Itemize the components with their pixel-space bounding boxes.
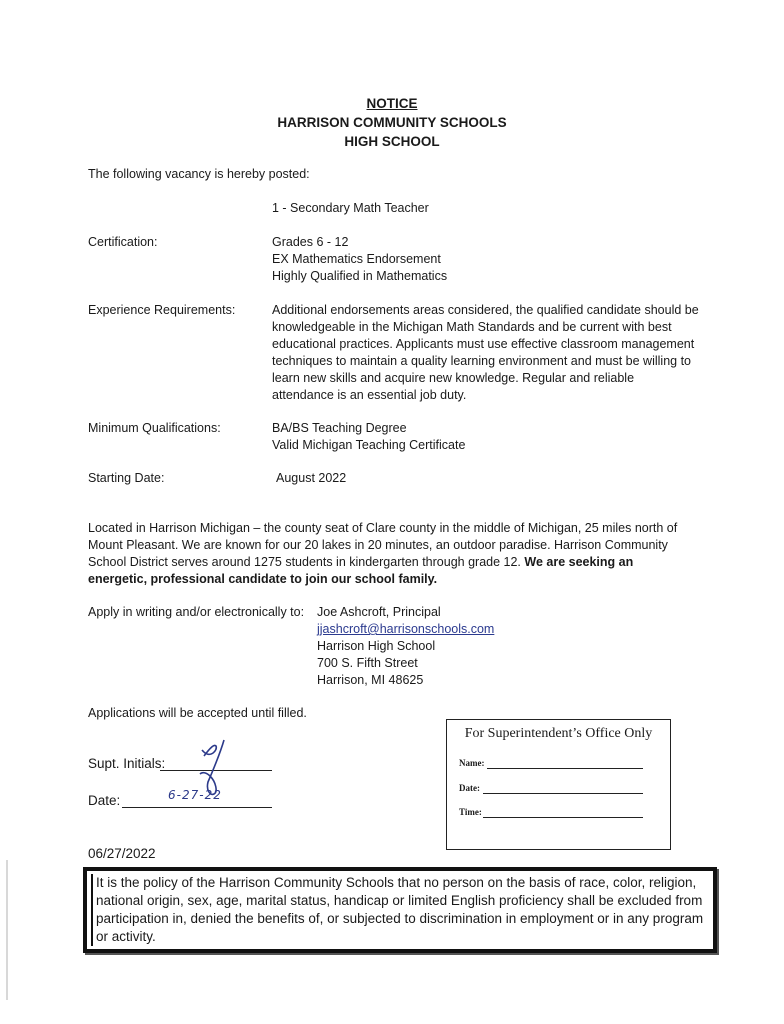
school-name: HIGH SCHOOL [344,134,440,149]
date-label: Date: [88,793,121,808]
certification-list [272,234,692,285]
address-school: Harrison High School [317,639,436,653]
experience-label: Experience Requirements: [88,303,236,317]
notice-title: NOTICE [366,96,418,111]
policy-statement-box [83,867,717,953]
certification-label: Certification: [88,235,158,249]
office-date-label: Date: [459,783,480,793]
apply-label: Apply in writing and/or electronically to: [88,605,305,619]
notice-header [0,94,784,151]
experience-line: knowledgeable in the Michigan Math Standards and be current with best [272,320,672,334]
address-street: 700 S. Fifth Street [317,656,418,670]
certification-item: Highly Qualified in Mathematics [272,269,448,283]
office-time-label: Time: [459,807,482,817]
experience-line: Additional endorsements areas considered, the qualified candidate should be [272,303,699,317]
office-date-line [483,792,643,794]
email-link[interactable]: jjashcroft@harrisonschools.com [317,622,495,636]
starting-label: Starting Date: [88,471,165,485]
certification-item: Grades 6 - 12 [272,235,349,249]
experience-line: attendance is an essential job duty. [272,388,467,402]
address-city: Harrison, MI 48625 [317,673,424,687]
location-bold-text: We are seeking an energetic, professional candidate to join our school family. [88,555,634,586]
scan-edge-mark [6,860,8,1000]
certification-item: EX Mathematics Endorsement [272,252,441,266]
experience-line: learn new skills and acquire new knowledge. Regular and reliable [272,371,635,385]
district-name: HARRISON COMMUNITY SCHOOLS [277,115,507,130]
principal-name: Joe Ashcroft, Principal [317,605,441,619]
experience-text [272,302,712,404]
minimum-list [272,420,692,454]
handwritten-date: 6-27-22 [168,788,222,802]
date-line [122,806,272,808]
policy-statement: It is the policy of the Harrison Community Schools that no person on the basis of race, color, religion, national origin, sex, age, marital status, handicap or limited English proficiency shall be excluded from participation in, denied the benefits of, or subjected to discrimination in employment or in any program or activity. [91,874,709,946]
post-date: 06/27/2022 [88,846,156,861]
experience-line: educational practices. Applicants must use effective classroom management [272,337,695,351]
accepted-note: Applications will be accepted until filled. [88,706,307,720]
initials-label: Supt. Initials: [88,756,166,771]
office-time-line [483,816,643,818]
office-box-title: For Superintendent’s Office Only [464,726,653,741]
office-name-label: Name: [459,758,485,768]
office-use-box [446,719,671,850]
location-text: Located in Harrison Michigan – the county seat of Clare county in the middle of Michigan, 25 miles north of Mount Pleasant. We are known for our 20 lakes in 20 minutes, an outdoor paradise. Harrison Community School District serves around 1275 students in kindergarten through grade 12. [88,521,678,569]
minimum-item: BA/BS Teaching Degree [272,421,407,435]
intro-text: The following vacancy is hereby posted: [88,167,310,181]
starting-value: August 2022 [276,471,347,485]
office-name-line [487,767,643,769]
position-title: 1 - Secondary Math Teacher [272,201,429,215]
apply-address [317,604,617,689]
location-paragraph [88,520,688,588]
experience-line: techniques to maintain a quality learning environment and must be willing to [272,354,691,368]
minimum-label: Minimum Qualifications: [88,421,221,435]
minimum-item: Valid Michigan Teaching Certificate [272,438,466,452]
